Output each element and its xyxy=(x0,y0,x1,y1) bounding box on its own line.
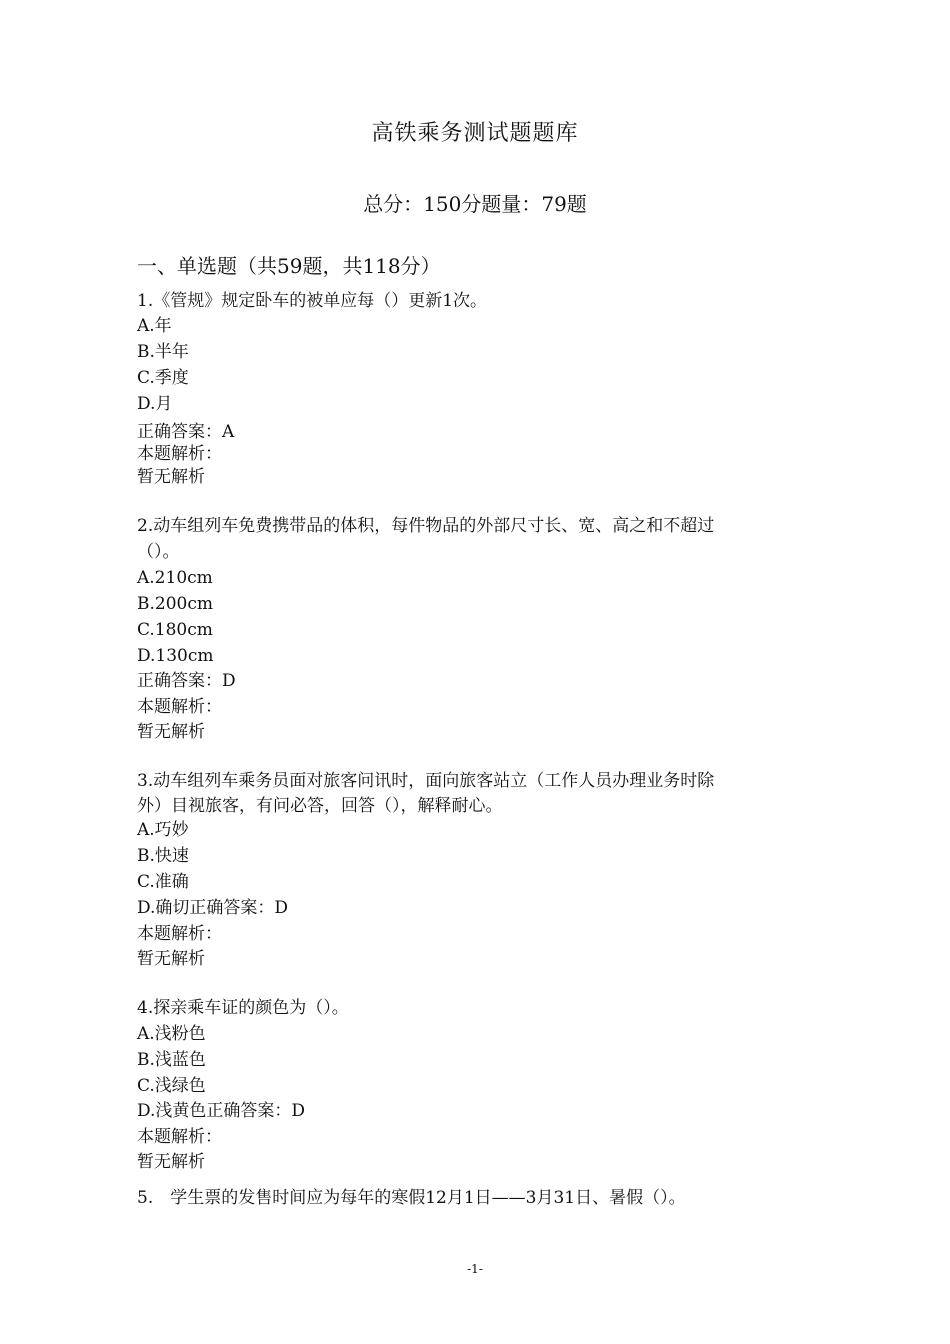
question-1-option-d: D.月 xyxy=(137,394,173,414)
question-1-analysis: 暂无解析 xyxy=(137,467,205,487)
question-3-option-a: A.巧妙 xyxy=(137,820,189,840)
question-4-option-c: C.浅绿色 xyxy=(137,1076,206,1096)
question-3-analysis: 暂无解析 xyxy=(137,949,205,969)
question-3-stem-line-1: 3.动车组列车乘务员面对旅客问讯时，面向旅客站立（工作人员办理业务时除 xyxy=(137,771,715,791)
question-3-option-b: B.快速 xyxy=(137,846,189,866)
question-2-analysis-label: 本题解析： xyxy=(137,697,222,717)
question-1-option-c: C.季度 xyxy=(137,368,189,388)
question-2-option-a: A.210cm xyxy=(137,568,213,588)
question-3-option-d: D.确切正确答案：D xyxy=(137,898,289,918)
question-1-option-b: B.半年 xyxy=(137,342,189,362)
question-5-stem: 5. 学生票的发售时间应为每年的寒假12月1日——3月31日、暑假（）。 xyxy=(137,1188,686,1208)
question-4-analysis: 暂无解析 xyxy=(137,1152,205,1172)
section-heading: 一、单选题（共59题，共118分） xyxy=(137,254,441,278)
question-2-analysis: 暂无解析 xyxy=(137,722,205,742)
document-title: 高铁乘务测试题题库 xyxy=(371,121,579,146)
question-2-stem-line-2: （）。 xyxy=(137,542,180,562)
page-number: -1- xyxy=(467,1262,483,1276)
question-1-answer: 正确答案：A xyxy=(137,422,235,442)
question-2-option-b: B.200cm xyxy=(137,594,213,614)
question-2-answer: 正确答案：D xyxy=(137,671,236,691)
question-1-analysis-label: 本题解析： xyxy=(137,444,222,464)
question-1-stem: 1.《管规》规定卧车的被单应每（）更新1次。 xyxy=(137,291,488,311)
question-1-option-a: A.年 xyxy=(137,316,172,336)
question-4-option-b: B.浅蓝色 xyxy=(137,1050,206,1070)
question-4-option-a: A.浅粉色 xyxy=(137,1024,206,1044)
score-summary: 总分：150分题量：79题 xyxy=(363,192,587,216)
question-2-stem-line-1: 2.动车组列车免费携带品的体积，每件物品的外部尺寸长、宽、高之和不超过 xyxy=(137,516,715,536)
question-2-option-c: C.180cm xyxy=(137,620,213,640)
question-3-analysis-label: 本题解析： xyxy=(137,924,222,944)
question-2-option-d: D.130cm xyxy=(137,646,214,666)
question-3-option-c: C.准确 xyxy=(137,872,189,892)
question-4-stem: 4.探亲乘车证的颜色为（）。 xyxy=(137,998,349,1018)
question-3-stem-line-2: 外）目视旅客，有问必答，回答（），解释耐心。 xyxy=(137,796,503,816)
question-4-option-d: D.浅黄色正确答案：D xyxy=(137,1101,306,1121)
question-4-analysis-label: 本题解析： xyxy=(137,1127,222,1147)
